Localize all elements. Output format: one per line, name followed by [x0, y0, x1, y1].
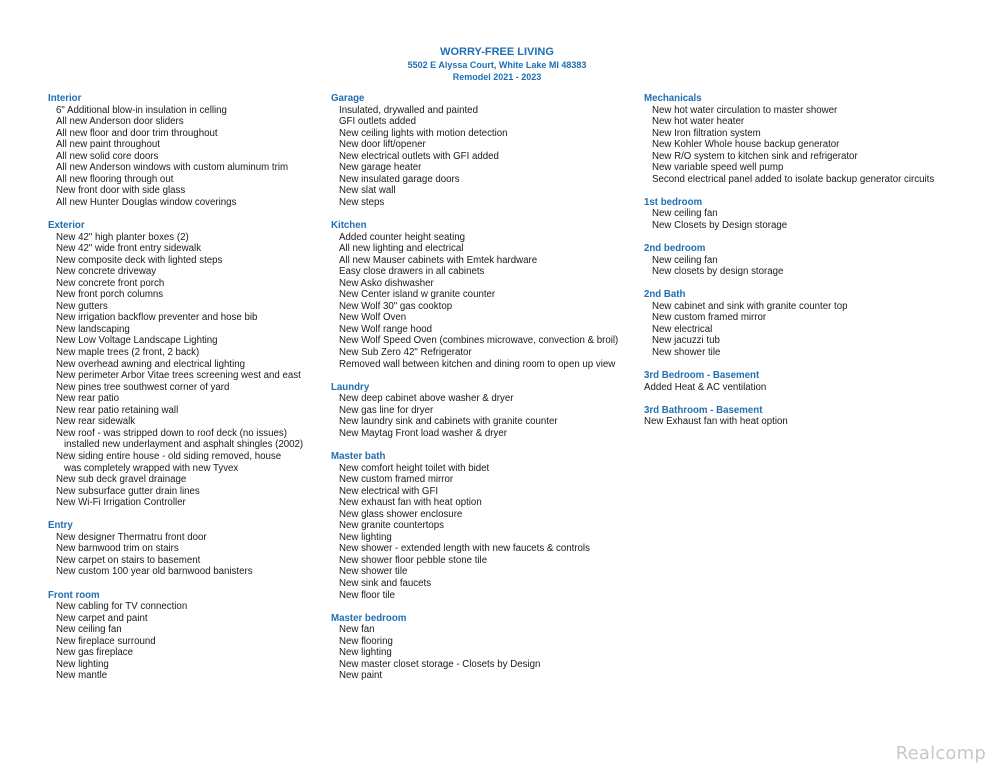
- list-item: New hot water circulation to master shower: [652, 104, 838, 116]
- spacer: [644, 278, 984, 290]
- list-item: All new flooring through out: [56, 173, 174, 185]
- spacer: [644, 359, 984, 371]
- section-heading: 3rd Bedroom - Basement: [644, 370, 760, 382]
- list-item: was completely wrapped with new Tyvex: [64, 462, 239, 474]
- list-item: New electrical outlets with GFI added: [339, 150, 499, 162]
- spacer: [644, 393, 984, 405]
- list-item: New comfort height toilet with bidet: [339, 462, 490, 474]
- list-item: New Asko dishwasher: [339, 277, 434, 289]
- list-item: New Wi-Fi Irrigation Controller: [56, 497, 186, 509]
- list-item: New shower floor pebble stone tile: [339, 554, 488, 566]
- list-item: New paint: [339, 670, 383, 682]
- list-item: New shower - extended length with new faucets & controls: [339, 543, 590, 555]
- section-heading: Front room: [48, 589, 100, 601]
- list-item: All new floor and door trim throughout: [56, 127, 218, 139]
- list-item: New landscaping: [56, 323, 130, 335]
- list-item: Second electrical panel added to isolate backup generator circuits: [652, 173, 935, 185]
- list-item: New Sub Zero 42" Refrigerator: [339, 347, 472, 359]
- list-item: New Wolf Oven: [339, 312, 407, 324]
- list-item: GFI outlets added: [339, 116, 417, 128]
- list-item: New closets by design storage: [652, 266, 784, 278]
- list-item: New overhead awning and electrical lighting: [56, 358, 246, 370]
- list-item: New front door with side glass: [56, 185, 186, 197]
- list-item: New granite countertops: [339, 520, 445, 532]
- list-item: New Iron filtration system: [652, 127, 761, 139]
- list-item: All new Anderson windows with custom aluminum trim: [56, 162, 289, 174]
- section-heading: Entry: [48, 520, 73, 532]
- list-item: New glass shower enclosure: [339, 508, 463, 520]
- section-heading: Garage: [331, 93, 365, 104]
- list-item: New Center island w granite counter: [339, 289, 496, 301]
- list-item: New custom framed mirror: [652, 312, 767, 324]
- column-right: [644, 93, 984, 428]
- list-item: New designer Thermatru front door: [56, 531, 207, 543]
- list-item: All new solid core doors: [56, 150, 159, 162]
- document-header: [0, 46, 994, 83]
- section-heading: 2nd bedroom: [644, 243, 706, 255]
- list-item: New pines tree southwest corner of yard: [56, 381, 230, 393]
- list-item: New laundry sink and cabinets with granite counter: [339, 416, 558, 428]
- list-item: New slat wall: [339, 185, 396, 197]
- list-item: New electrical: [652, 323, 713, 335]
- list-item: New cabinet and sink with granite counter top: [652, 300, 848, 312]
- list-item: All new Anderson door sliders: [56, 116, 184, 128]
- list-item: Removed wall between kitchen and dining room to open up view: [339, 358, 616, 370]
- list-item: New master closet storage - Closets by Design: [339, 658, 541, 670]
- list-item: New 42" wide front entry sidewalk: [56, 243, 202, 255]
- list-item: installed new underlayment and asphalt shingles (2002): [64, 439, 304, 451]
- section-heading: Mechanicals: [644, 93, 702, 104]
- list-item: New perimeter Arbor Vitae trees screening west and east: [56, 370, 301, 382]
- list-item: New concrete driveway: [56, 266, 157, 278]
- list-item: New gutters: [56, 300, 108, 312]
- section-heading: Master bedroom: [331, 612, 407, 624]
- list-item: New garage heater: [339, 162, 422, 174]
- list-item: New lighting: [339, 531, 392, 543]
- section-heading: Laundry: [331, 381, 370, 393]
- list-item: New sub deck gravel drainage: [56, 474, 187, 486]
- list-item: New lighting: [56, 658, 109, 670]
- list-item: New shower tile: [652, 347, 721, 359]
- section-heading: Exterior: [48, 220, 85, 232]
- spacer: [644, 232, 984, 244]
- list-item: New 42" high planter boxes (2): [56, 231, 189, 243]
- list-item: New ceiling fan: [652, 254, 718, 266]
- list-item: New deep cabinet above washer & dryer: [339, 393, 514, 405]
- list-item: New custom framed mirror: [339, 474, 454, 486]
- list-item: New fireplace surround: [56, 635, 156, 647]
- list-item: 6" Additional blow-in insulation in celling: [56, 104, 227, 116]
- list-item: New gas fireplace: [56, 647, 133, 659]
- realcomp-watermark: Realcomp: [895, 743, 986, 764]
- list-item: Added Heat & AC ventilation: [644, 381, 767, 393]
- list-item: New exhaust fan with heat option: [339, 497, 482, 509]
- section-heading: 1st bedroom: [644, 196, 703, 208]
- section-heading: Master bath: [331, 450, 386, 462]
- list-item: New Wolf Speed Oven (combines microwave, convection & broil): [339, 335, 619, 347]
- list-item: New siding entire house - old siding removed, house: [56, 450, 282, 462]
- list-item: New rear patio retaining wall: [56, 404, 179, 416]
- list-item: New mantle: [56, 670, 108, 682]
- list-item: New insulated garage doors: [339, 173, 460, 185]
- list-item: All new lighting and electrical: [339, 243, 464, 255]
- spacer: [48, 208, 323, 220]
- section-heading: 3rd Bathroom - Basement: [644, 404, 763, 416]
- spacer: [644, 185, 984, 197]
- document-title: WORRY-FREE LIVING: [440, 46, 554, 58]
- list-item: All new Hunter Douglas window coverings: [56, 196, 237, 208]
- list-item: New door lift/opener: [339, 139, 426, 151]
- section-heading: 2nd Bath: [644, 289, 686, 301]
- list-item: All new paint throughout: [56, 139, 160, 151]
- list-item: New roof - was stripped down to roof deck (no issues): [56, 427, 287, 439]
- remodel-dates: Remodel 2021 - 2023: [452, 72, 542, 82]
- list-item: New front porch columns: [56, 289, 164, 301]
- list-item: New floor tile: [339, 589, 395, 601]
- list-item: Added counter height seating: [339, 231, 466, 243]
- list-item: New hot water heater: [652, 116, 745, 128]
- section-heading: Kitchen: [331, 220, 367, 232]
- spacer: [48, 509, 323, 521]
- list-item: Easy close drawers in all cabinets: [339, 266, 485, 278]
- list-item: New variable speed well pump: [652, 162, 784, 174]
- spacer: [331, 439, 636, 451]
- property-address: 5502 E Alyssa Court, White Lake MI 48383: [407, 60, 587, 70]
- list-item: New Kohler Whole house backup generator: [652, 139, 840, 151]
- column-middle: [331, 93, 636, 682]
- spacer: [331, 601, 636, 613]
- list-item: New Low Voltage Landscape Lighting: [56, 335, 218, 347]
- list-item: New flooring: [339, 635, 393, 647]
- list-item: New ceiling fan: [56, 624, 122, 636]
- list-item: New subsurface gutter drain lines: [56, 485, 200, 497]
- list-item: New gas line for dryer: [339, 404, 434, 416]
- list-item: New steps: [339, 196, 385, 208]
- list-item: New sink and faucets: [339, 577, 432, 589]
- list-item: All new Mauser cabinets with Emtek hardware: [339, 254, 538, 266]
- list-item: New composite deck with lighted steps: [56, 254, 223, 266]
- list-item: New fan: [339, 624, 375, 636]
- section-heading: Interior: [48, 93, 82, 104]
- list-item: New custom 100 year old barnwood banisters: [56, 566, 253, 578]
- list-item: New Maytag Front load washer & dryer: [339, 427, 507, 439]
- list-item: New Wolf 30" gas cooktop: [339, 300, 453, 312]
- list-item: New irrigation backflow preventer and hose bib: [56, 312, 258, 324]
- list-item: New ceiling fan: [652, 208, 718, 220]
- list-item: New shower tile: [339, 566, 408, 578]
- list-item: New concrete front porch: [56, 277, 165, 289]
- list-item: New Closets by Design storage: [652, 220, 788, 232]
- list-item: New Wolf range hood: [339, 323, 432, 335]
- list-item: New R/O system to kitchen sink and refrigerator: [652, 150, 858, 162]
- spacer: [331, 370, 636, 382]
- list-item: New rear patio: [56, 393, 119, 405]
- column-left: [48, 93, 323, 682]
- list-item: New cabling for TV connection: [56, 601, 188, 613]
- list-item: Insulated, drywalled and painted: [339, 104, 478, 116]
- list-item: New carpet and paint: [56, 612, 148, 624]
- spacer: [331, 208, 636, 220]
- list-item: New Exhaust fan with heat option: [644, 416, 788, 428]
- list-item: New barnwood trim on stairs: [56, 543, 179, 555]
- list-item: New lighting: [339, 647, 392, 659]
- spacer: [48, 578, 323, 590]
- list-item: New electrical with GFI: [339, 485, 439, 497]
- list-item: New maple trees (2 front, 2 back): [56, 347, 200, 359]
- list-item: New ceiling lights with motion detection: [339, 127, 508, 139]
- list-item: New jacuzzi tub: [652, 335, 720, 347]
- list-item: New carpet on stairs to basement: [56, 554, 201, 566]
- list-item: New rear sidewalk: [56, 416, 136, 428]
